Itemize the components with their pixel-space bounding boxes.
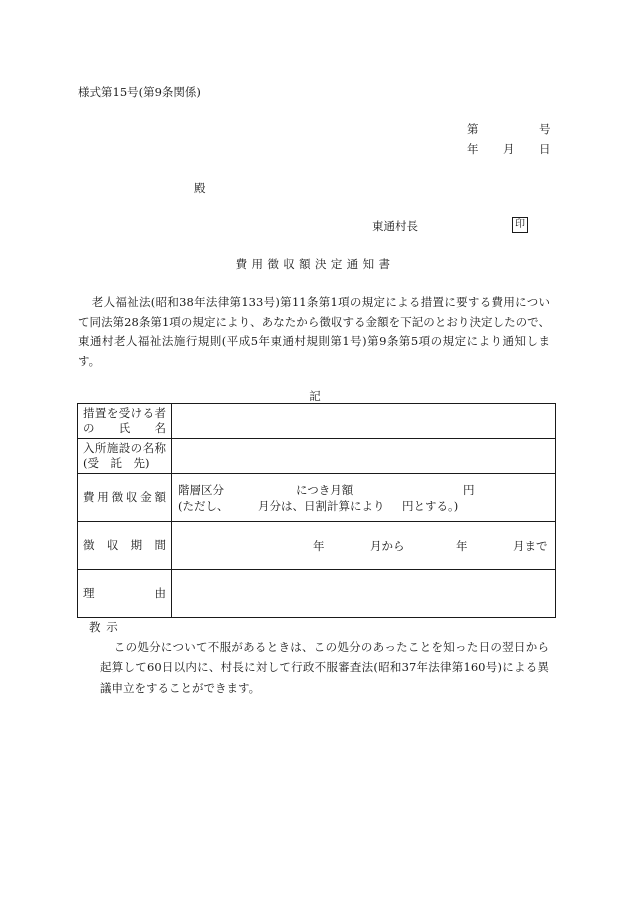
table-row-reason [78,570,556,618]
seal-mark: 印 [512,217,528,233]
value-facility-name[interactable] [172,439,556,474]
addressee-honorific: 殿 [194,181,206,195]
document-title: 費用徴収額決定通知書 [235,257,395,271]
period-start-year: 年 [313,538,325,553]
label-facility-name: 入所施設の名称 (受 託 先) [78,439,172,474]
details-table [77,403,556,618]
amount-proviso-yen: 円とする。) [402,498,459,513]
label-recipient-name: 措置を受ける者 の 氏 名 [78,404,172,439]
label-collection-period: 徴収期間 [78,522,172,570]
amount-proviso-open: (ただし、 [178,498,229,513]
notice-paragraph: この処分について不服があるときは、この処分のあったことを知った日の翌日から起算して60日以内に、村長に対して行政不服審査法(昭和37年法律第160号)による異議申立をすることができます。 [100,640,549,695]
amount-bracket-label: 階層区分 [178,482,224,497]
period-end-year: 年 [456,538,468,553]
value-collection-period[interactable] [172,522,556,570]
form-number: 様式第15号(第9条関係) [78,85,201,99]
value-recipient-name[interactable] [172,404,556,439]
label-reason: 理由 [78,570,172,618]
table-row-facility [78,439,556,474]
table-row-name [78,404,556,439]
table-row-period [78,522,556,570]
period-end-month: 月まで [513,538,548,553]
document-number-suffix: 号 [539,122,551,136]
date-month-label: 月 [503,142,515,156]
date-day-label: 日 [539,142,551,156]
amount-proviso-prorate: 月分は、日割計算により [258,498,385,513]
ki-heading: 記 [309,389,321,403]
period-start-month: 月から [370,538,405,553]
amount-yen-label: 円 [463,482,475,497]
issuer-name: 東通村長 [372,219,418,233]
amount-monthly-label: につき月額 [296,482,354,497]
document-number-prefix: 第 [467,122,479,136]
date-year-label: 年 [467,142,479,156]
notice-heading: 教示 [89,620,124,634]
body-paragraph: 老人福祉法(昭和38年法律第133号)第11条第1項の規定による措置に要する費用について同法第28条第1項の規定により、あなたから徴収する金額を下記のとおり決定したので、東通村老人福祉法施行規則(平成5年東通村規則第1号)第9条第5項の規定により通知します。 [78,295,550,368]
value-collection-amount[interactable] [172,474,556,522]
label-collection-amount: 費用徴収金額 [78,474,172,522]
value-reason[interactable] [172,570,556,618]
table-row-amount [78,474,556,522]
